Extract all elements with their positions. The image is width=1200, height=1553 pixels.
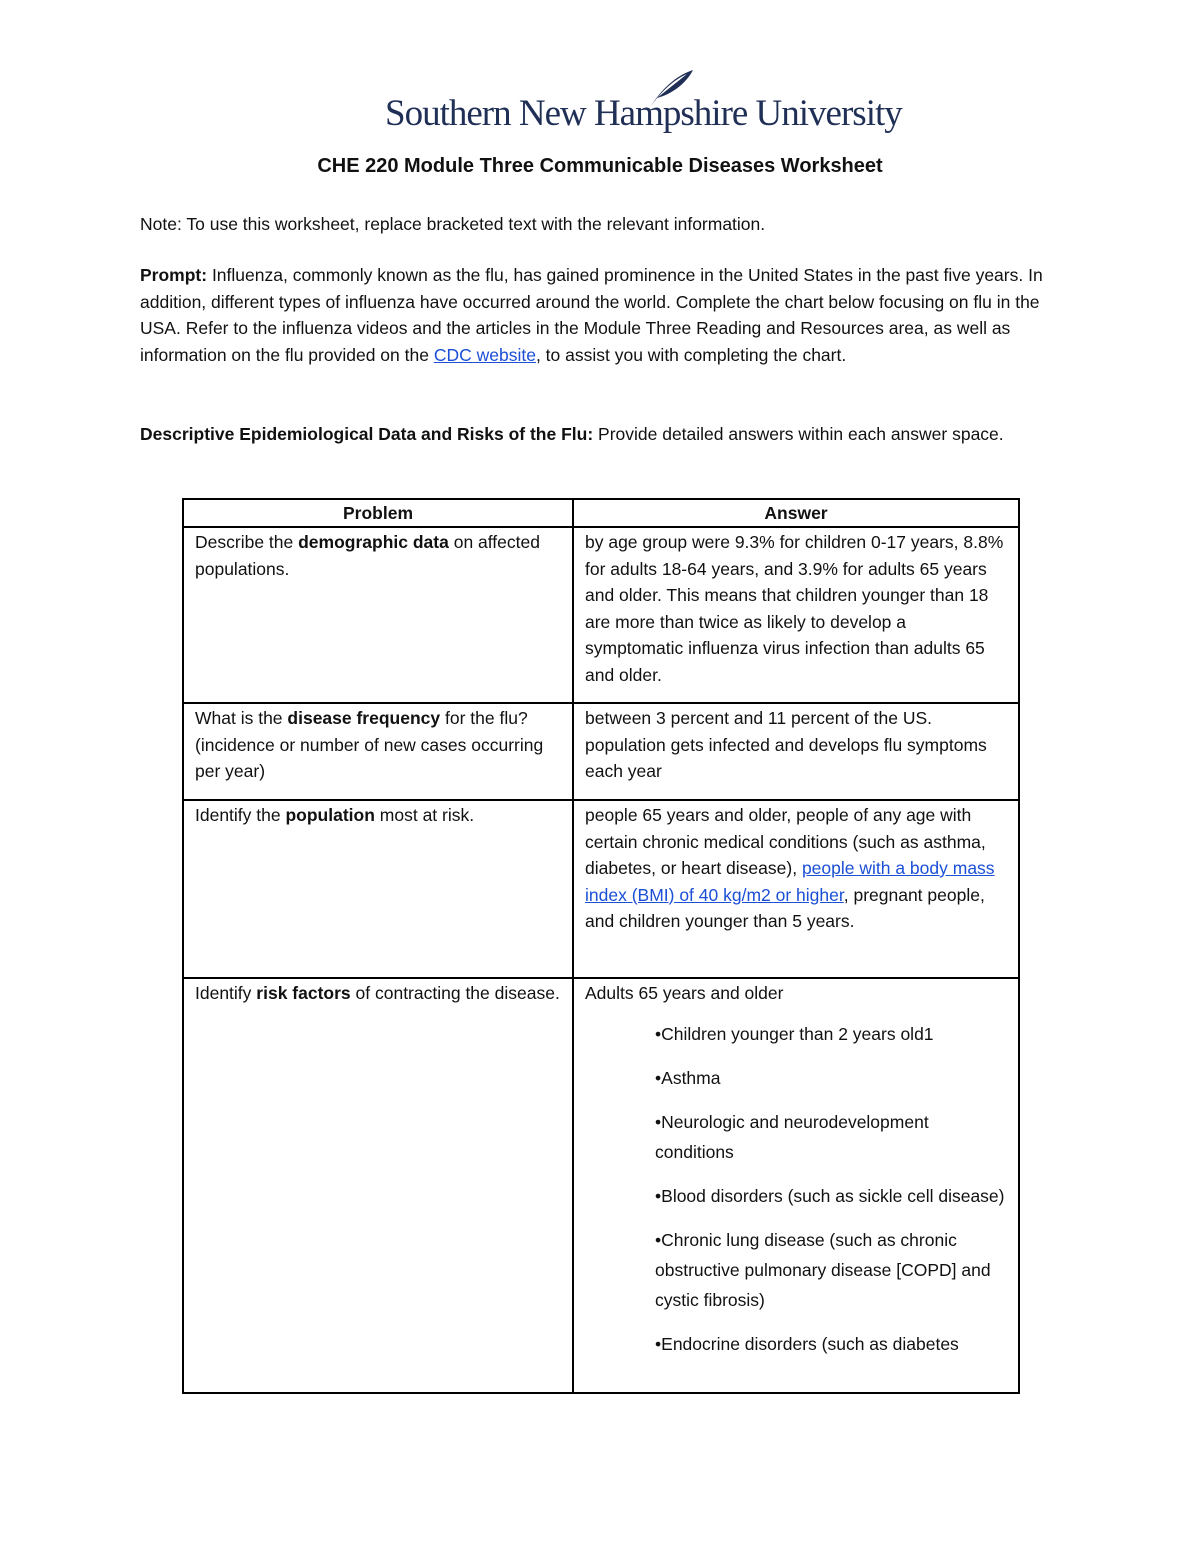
problem-text: most at risk. (374, 805, 475, 825)
university-logo (385, 68, 902, 138)
problem-cell (183, 800, 573, 978)
note-text: To use this worksheet, replace bracketed text with the relevant information. (181, 214, 766, 234)
problem-keyword: risk factors (256, 983, 351, 1003)
descriptive-label: Descriptive Epidemiological Data and Risks of the Flu: (140, 424, 594, 444)
table-header-row (183, 499, 1019, 527)
problem-text: Identify (195, 983, 257, 1003)
header-problem: Problem (183, 499, 573, 527)
prompt-label: Prompt: (140, 265, 208, 285)
answer-cell[interactable] (573, 800, 1019, 978)
list-item: • Asthma (655, 1063, 1008, 1093)
descriptive-text: Provide detailed answers within each answer space. (593, 424, 1004, 444)
problem-keyword: population (285, 805, 375, 825)
bmi-link[interactable]: people with a body mass index (BMI) of 40 kg/m2 or higher (585, 858, 995, 905)
list-item: • Neurologic and neurodevelopment conditions (655, 1107, 1008, 1167)
table-row (183, 978, 1019, 1393)
list-item: • Endocrine disorders (such as diabetes (655, 1329, 1008, 1359)
problem-cell (183, 527, 573, 703)
risk-factor-list (585, 1019, 1008, 1359)
prompt-paragraph (140, 262, 1070, 368)
answer-cell[interactable]: by age group were 9.3% for children 0-17 years, 8.8% for adults 18-64 years, and 3.9% for adults 65 years and older. This means that children younger than 18 are more than twice as likely to develop a symptomatic influenza virus infection than adults 65 and older. (573, 527, 1019, 703)
university-name: Southern New Hampshire University (385, 93, 902, 134)
cdc-website-link[interactable]: CDC website (433, 344, 536, 365)
table-row (183, 800, 1019, 978)
prompt-text-after: , to assist you with completing the chart. (535, 344, 847, 365)
problem-text: Describe the (195, 532, 299, 552)
leaf-icon (647, 68, 697, 108)
answer-cell[interactable]: between 3 percent and 11 percent of the US. population gets infected and develops flu symptoms each year (573, 703, 1019, 800)
problem-text: Identify the (195, 805, 286, 825)
descriptive-paragraph (140, 421, 1070, 448)
problem-keyword: disease frequency (287, 708, 441, 728)
problem-text: for the flu? (incidence or number of new cases occurring per year) (195, 708, 544, 781)
problem-keyword: demographic data (298, 532, 449, 552)
answer-text: , pregnant people, and children younger than 5 years. (585, 884, 985, 931)
list-item: • Blood disorders (such as sickle cell disease) (655, 1181, 1008, 1211)
problem-text: What is the (195, 708, 288, 728)
list-item: • Chronic lung disease (such as chronic obstructive pulmonary disease [COPD] and cystic fibrosis) (655, 1225, 1008, 1315)
page-title: CHE 220 Module Three Communicable Diseases Worksheet (317, 155, 883, 177)
answer-cell[interactable] (573, 978, 1019, 1393)
list-item: • Children younger than 2 years old1 (655, 1019, 1008, 1049)
problem-cell (183, 703, 573, 800)
note-paragraph (140, 211, 1070, 238)
answer-intro: Adults 65 years and older (585, 983, 784, 1003)
header-answer: Answer (573, 499, 1019, 527)
table-row (183, 527, 1019, 703)
note-label: Note: (140, 214, 182, 234)
answer-text: people 65 years and older, people of any age with certain chronic medical conditions (such as asthma, diabetes, or heart disease), (585, 805, 986, 878)
problem-cell (183, 978, 573, 1393)
worksheet-table (182, 498, 1020, 1394)
problem-text: on affected populations. (195, 532, 540, 579)
table-row (183, 703, 1019, 800)
problem-text: of contracting the disease. (350, 983, 560, 1003)
prompt-text: Influenza, commonly known as the flu, has gained prominence in the United States in the past five years. In addition, different types of influenza have occurred around the world. Complete the chart below focusing on flu in the USA. Refer to the influenza videos and the articles in the Module Three Reading and Resources area, as well as information on the flu provided on the (140, 265, 1043, 365)
